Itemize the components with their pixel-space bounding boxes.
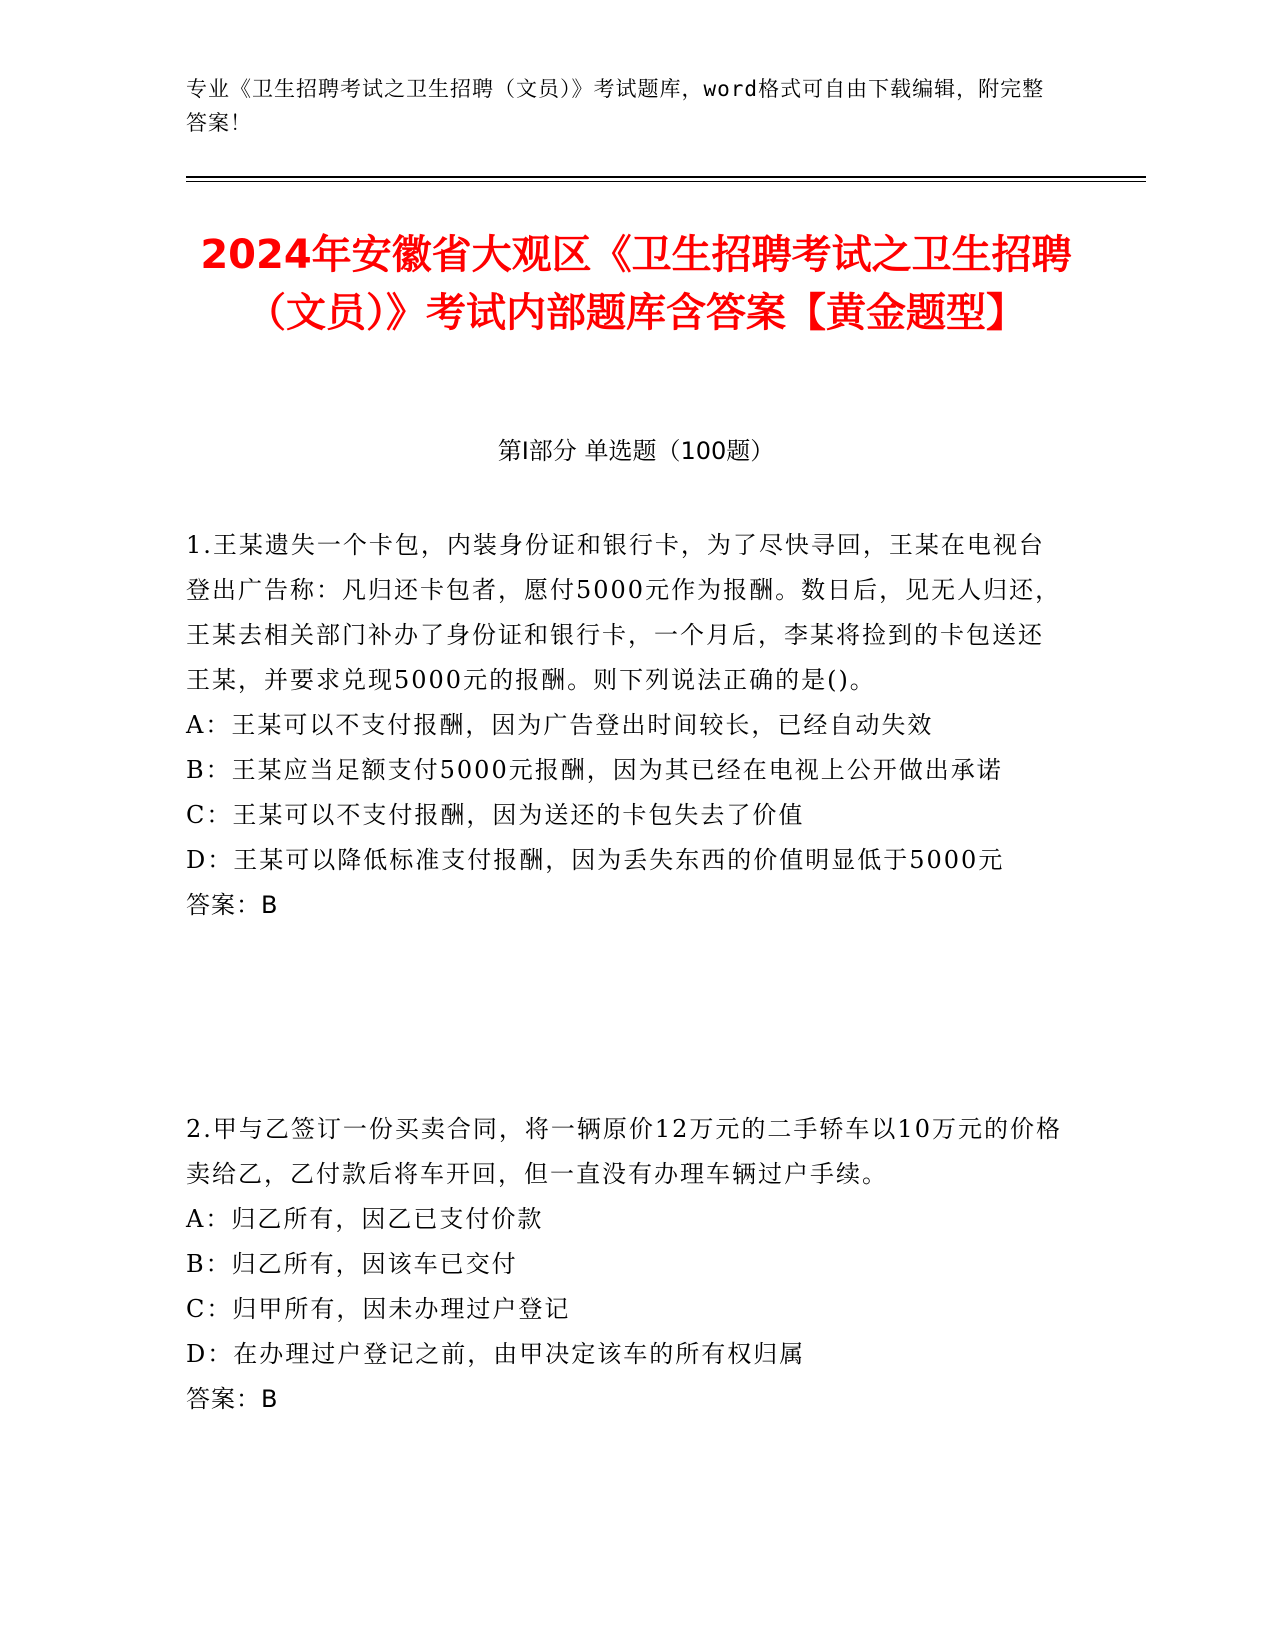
option-a: A：归乙所有，因乙已支付价款 bbox=[186, 1205, 544, 1233]
question-2 bbox=[186, 1107, 1066, 1422]
answer: 答案：B bbox=[186, 891, 279, 919]
option-c: C：归甲所有，因未办理过户登记 bbox=[186, 1295, 571, 1323]
option-d: D：在办理过户登记之前，由甲决定该车的所有权归属 bbox=[186, 1340, 806, 1368]
document-title: 2024年安徽省大观区《卫生招聘考试之卫生招聘（文员）》考试内部题库含答案【黄金题型】 bbox=[200, 232, 1072, 336]
option-b: B：王某应当足额支付5000元报酬，因为其已经在电视上公开做出承诺 bbox=[186, 756, 1003, 784]
header-note: 专业《卫生招聘考试之卫生招聘（文员）》考试题库，word格式可自由下载编辑，附完整答案！ bbox=[186, 77, 1045, 135]
option-d: D：王某可以降低标准支付报酬，因为丢失东西的价值明显低于5000元 bbox=[186, 846, 1005, 874]
question-1 bbox=[186, 523, 1066, 928]
option-c: C：王某可以不支付报酬，因为送还的卡包失去了价值 bbox=[186, 801, 805, 829]
header-divider bbox=[186, 176, 1146, 182]
option-b: B：归乙所有，因该车已交付 bbox=[186, 1250, 518, 1278]
section-heading: 第I部分 单选题（100题） bbox=[497, 437, 775, 465]
option-a: A：王某可以不支付报酬，因为广告登出时间较长，已经自动失效 bbox=[186, 711, 934, 739]
question-stem: 1.王某遗失一个卡包，内装身份证和银行卡，为了尽快寻回，王某在电视台登出广告称：凡归还卡包者，愿付5000元作为报酬。数日后，见无人归还，王某去相关部门补办了身份证和银行卡，一个月后，李某将捡到的卡包送还王某，并要求兑现5000元的报酬。则下列说法正确的是()。 bbox=[186, 531, 1062, 694]
answer: 答案：B bbox=[186, 1385, 279, 1413]
question-stem: 2.甲与乙签订一份买卖合同，将一辆原价12万元的二手轿车以10万元的价格卖给乙，乙付款后将车开回，但一直没有办理车辆过户手续。 bbox=[186, 1115, 1062, 1188]
